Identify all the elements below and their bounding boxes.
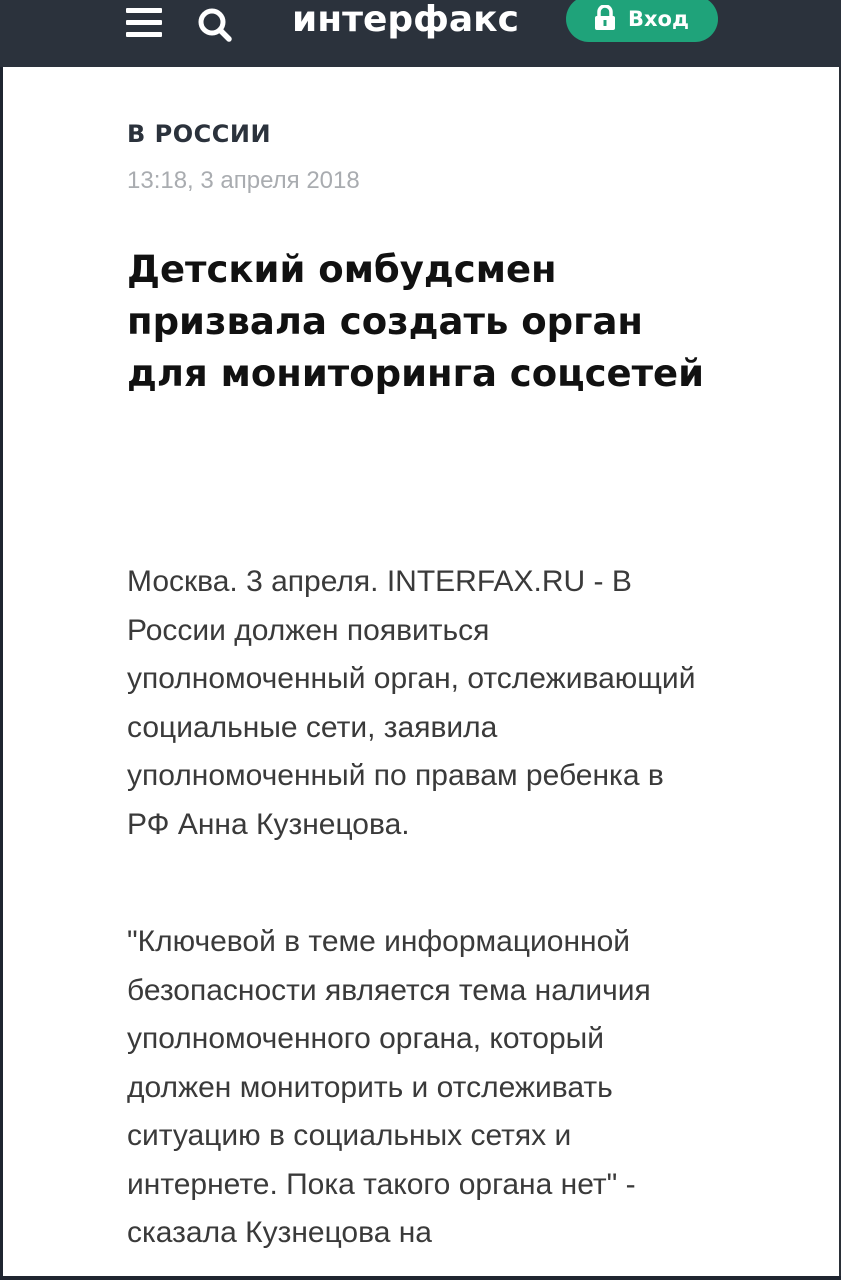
article-category-link[interactable]: В РОССИИ bbox=[127, 120, 272, 148]
hamburger-menu-icon[interactable] bbox=[126, 5, 162, 39]
window-frame-bottom bbox=[0, 1276, 841, 1280]
login-button[interactable] bbox=[566, 0, 718, 42]
top-navigation-bar bbox=[0, 0, 841, 67]
article-headline: Детский омбудсмен призвала создать орган для мониторинга соцсетей bbox=[127, 248, 705, 395]
login-label: Вход bbox=[628, 7, 689, 31]
search-icon[interactable] bbox=[196, 4, 236, 44]
lock-icon bbox=[593, 5, 617, 31]
window-frame-left bbox=[0, 0, 3, 1280]
article-datetime: 13:18, 3 апреля 2018 bbox=[127, 167, 360, 194]
article-paragraph-2: "Ключевой в теме информационной безопасности является тема наличия уполномоченного органа, который должен мониторить и отслеживать ситуацию в социальных сетях и интернете. Пока такого органа нет" - сказала Кузнецова на bbox=[127, 925, 651, 1249]
interfax-logo[interactable] bbox=[292, 0, 518, 50]
logo-text: интерфакс bbox=[292, 0, 519, 40]
article-paragraph-1: Москва. 3 апреля. INTERFAX.RU - В России должен появиться уполномоченный орган, отслеживающий социальные сети, заявила уполномоченный по правам ребенка в РФ Анна Кузнецова. bbox=[127, 565, 696, 841]
